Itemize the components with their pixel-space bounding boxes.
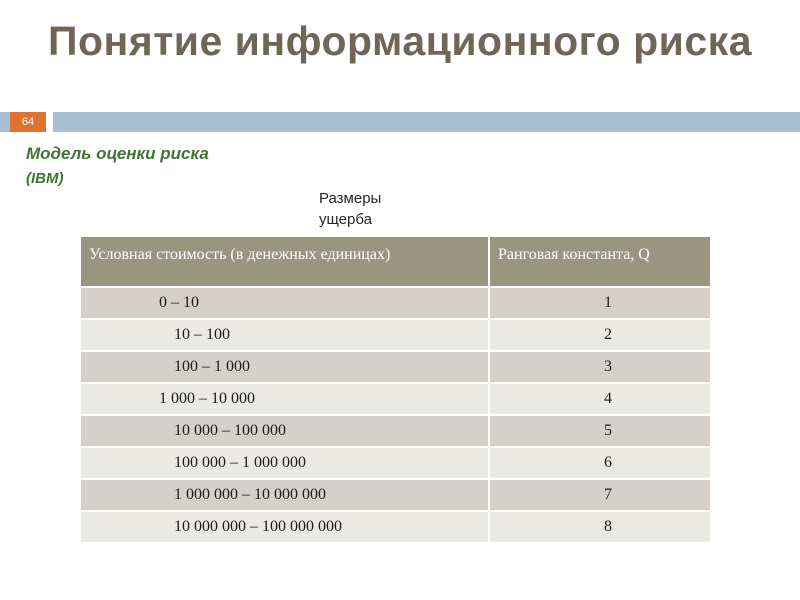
rank-value-cell: 3 xyxy=(489,351,711,383)
rank-value-cell: 5 xyxy=(489,415,711,447)
rank-value-cell: 2 xyxy=(489,319,711,351)
model-subtitle xyxy=(26,141,209,191)
table-row xyxy=(81,479,711,511)
rank-value-cell: 1 xyxy=(489,287,711,319)
table-row xyxy=(81,415,711,447)
cost-range-cell: 10 000 – 100 000 xyxy=(81,415,489,447)
header-rank: Ранговая константа, Q xyxy=(489,237,711,287)
slide-title: Понятие информационного риска xyxy=(48,18,752,64)
cost-range-cell: 1 000 – 10 000 xyxy=(81,383,489,415)
table-row xyxy=(81,511,711,543)
model-subtitle-line1: Модель оценки риска xyxy=(26,144,209,163)
risk-rank-table xyxy=(81,237,712,544)
table-row xyxy=(81,447,711,479)
cost-range-cell: 0 – 10 xyxy=(81,287,489,319)
cost-range-cell: 1 000 000 – 10 000 000 xyxy=(81,479,489,511)
title-rule-right xyxy=(53,112,800,132)
table-header-row xyxy=(81,237,711,287)
damage-size-label-line1: Размеры xyxy=(319,190,382,207)
rank-value-cell: 7 xyxy=(489,479,711,511)
cost-range-cell: 10 000 000 – 100 000 000 xyxy=(81,511,489,543)
slide-number: 64 xyxy=(10,112,46,132)
cost-range-cell: 100 000 – 1 000 000 xyxy=(81,447,489,479)
rank-value-cell: 8 xyxy=(489,511,711,543)
model-subtitle-line2: (IBM) xyxy=(26,170,64,187)
table-row xyxy=(81,319,711,351)
damage-size-label-line2: ущерба xyxy=(319,211,372,228)
table-row xyxy=(81,383,711,415)
table-row xyxy=(81,287,711,319)
cost-range-cell: 10 – 100 xyxy=(81,319,489,351)
title-rule-left xyxy=(0,112,10,132)
cost-range-cell: 100 – 1 000 xyxy=(81,351,489,383)
header-cost: Условная стоимость (в денежных единицах) xyxy=(81,237,489,287)
rank-value-cell: 6 xyxy=(489,447,711,479)
damage-size-label xyxy=(319,188,381,230)
table-row xyxy=(81,351,711,383)
rank-value-cell: 4 xyxy=(489,383,711,415)
